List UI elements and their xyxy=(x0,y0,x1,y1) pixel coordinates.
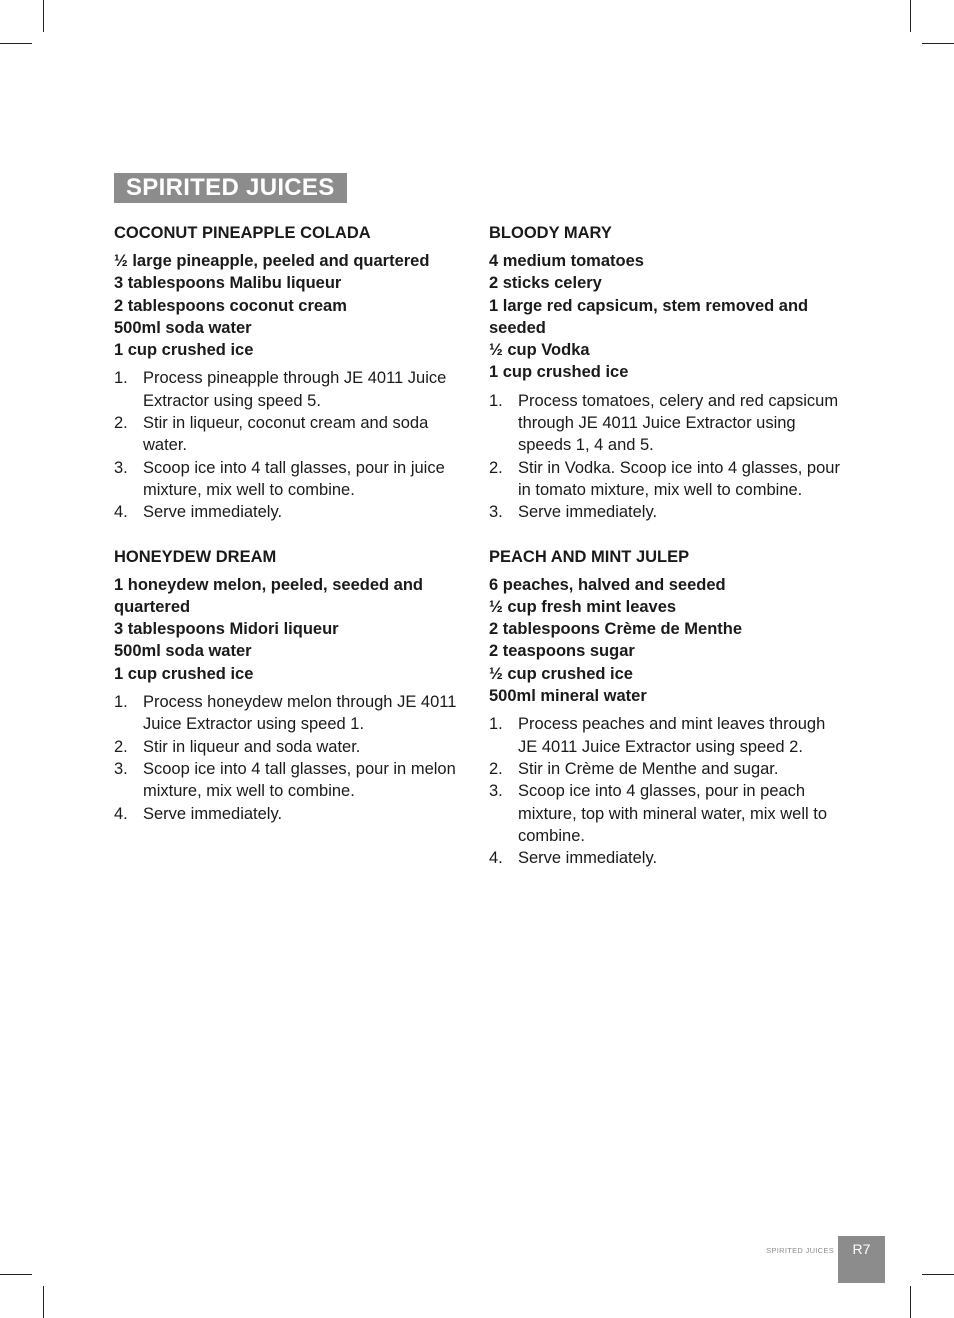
ingredient: 2 tablespoons Crème de Menthe xyxy=(489,620,743,639)
ingredient-list xyxy=(489,250,841,384)
crop-mark-bottom-right-horizontal xyxy=(922,1274,954,1275)
step-text: Scoop ice into 4 tall glasses, pour in melon mixture, mix well to combine. xyxy=(143,759,456,801)
step-number: 3. xyxy=(489,503,503,522)
ingredient: 4 medium tomatoes xyxy=(489,252,644,270)
ingredient: 500ml soda water xyxy=(114,642,252,661)
ingredient-list xyxy=(114,574,466,685)
recipe-coconut-pineapple-colada xyxy=(114,222,466,524)
step-text: Scoop ice into 4 tall glasses, pour in juice mixture, mix well to combine. xyxy=(143,458,445,499)
step xyxy=(114,501,466,523)
step-number: 1. xyxy=(114,693,128,712)
ingredient-list xyxy=(114,250,466,361)
step-list xyxy=(114,367,466,523)
step-number: 1. xyxy=(114,369,128,388)
left-column xyxy=(114,222,466,847)
step-text: Stir in Vodka. Scoop ice into 4 glasses, pour in tomato mixture, mix well to combine. xyxy=(518,458,840,499)
step xyxy=(114,412,466,457)
step-number: 2. xyxy=(114,414,128,433)
ingredient: 1 honeydew melon, peeled, seeded and quartered xyxy=(114,575,424,616)
step-list xyxy=(489,390,841,524)
ingredient: 500ml mineral water xyxy=(489,687,647,706)
recipe-title: BLOODY MARY xyxy=(489,224,612,242)
ingredient: 1 cup crushed ice xyxy=(489,363,629,382)
step xyxy=(489,390,841,457)
ingredient-list xyxy=(489,574,841,708)
step-number: 3. xyxy=(489,782,503,801)
recipe-title: HONEYDEW DREAM xyxy=(114,547,277,566)
ingredient: ½ cup crushed ice xyxy=(489,664,633,683)
step-text: Stir in Crème de Menthe and sugar. xyxy=(518,759,779,778)
ingredient: 3 tablespoons Midori liqueur xyxy=(114,620,339,639)
step xyxy=(114,803,466,825)
step-list xyxy=(489,713,841,869)
ingredient: ½ large pineapple, peeled and quartered xyxy=(114,252,430,270)
step-number: 3. xyxy=(114,759,128,778)
step-text: Serve immediately. xyxy=(518,503,658,522)
step-text: Serve immediately. xyxy=(143,503,283,522)
step-number: 2. xyxy=(489,458,503,477)
crop-mark-top-right-horizontal xyxy=(922,43,954,44)
crop-mark-bottom-right-vertical xyxy=(910,1286,911,1318)
recipe-honeydew-dream xyxy=(114,546,466,825)
ingredient: 1 cup crushed ice xyxy=(114,664,254,683)
ingredient: 2 sticks celery xyxy=(489,274,602,293)
recipe-bloody-mary xyxy=(489,222,841,524)
step xyxy=(489,758,841,780)
step xyxy=(489,847,841,869)
step xyxy=(114,691,466,736)
step-number: 1. xyxy=(489,391,503,410)
step-number: 3. xyxy=(114,458,128,477)
step-text: Stir in liqueur, coconut cream and soda water. xyxy=(143,414,429,455)
step xyxy=(114,736,466,758)
crop-mark-top-right-vertical xyxy=(910,0,911,32)
ingredient: 3 tablespoons Malibu liqueur xyxy=(114,274,342,293)
right-column xyxy=(489,222,841,891)
step-number: 2. xyxy=(489,759,503,778)
step-text: Scoop ice into 4 glasses, pour in peach mixture, top with mineral water, mix well to combine. xyxy=(518,782,828,845)
step xyxy=(489,780,841,847)
ingredient: ½ cup Vodka xyxy=(489,341,590,360)
recipe-title: PEACH AND MINT JULEP xyxy=(489,547,690,566)
step-number: 4. xyxy=(114,804,128,823)
step xyxy=(114,758,466,803)
step xyxy=(114,367,466,412)
step-text: Process tomatoes, celery and red capsicum through JE 4011 Juice Extractor using speeds 1, 4 and 5. xyxy=(518,391,839,455)
step-text: Process peaches and mint leaves through JE 4011 Juice Extractor using speed 2. xyxy=(518,715,826,756)
section-title: SPIRITED JUICES xyxy=(114,173,347,203)
ingredient: 2 tablespoons coconut cream xyxy=(114,296,347,315)
step-text: Serve immediately. xyxy=(518,849,658,868)
ingredient: 1 large red capsicum, stem removed and seeded xyxy=(489,296,809,337)
crop-mark-bottom-left-horizontal xyxy=(0,1274,32,1275)
recipe-peach-and-mint-julep xyxy=(489,546,841,870)
crop-mark-top-left-vertical xyxy=(43,0,44,32)
crop-mark-top-left-horizontal xyxy=(0,43,32,44)
step-number: 4. xyxy=(114,503,128,522)
ingredient: 1 cup crushed ice xyxy=(114,341,254,360)
step xyxy=(489,457,841,502)
step-number: 4. xyxy=(489,849,503,868)
step-text: Serve immediately. xyxy=(143,804,283,823)
step-text: Process pineapple through JE 4011 Juice Extractor using speed 5. xyxy=(143,369,447,410)
step xyxy=(489,501,841,523)
footer-section-label: SPIRITED JUICES xyxy=(766,1246,834,1255)
ingredient: 2 teaspoons sugar xyxy=(489,642,635,661)
step-number: 1. xyxy=(489,715,503,734)
ingredient: ½ cup fresh mint leaves xyxy=(489,597,677,616)
step xyxy=(489,713,841,758)
step-text: Process honeydew melon through JE 4011 Juice Extractor using speed 1. xyxy=(143,693,457,734)
crop-mark-bottom-left-vertical xyxy=(43,1286,44,1318)
step-text: Stir in liqueur and soda water. xyxy=(143,737,361,756)
ingredient: 500ml soda water xyxy=(114,318,252,337)
step xyxy=(114,457,466,502)
recipe-title: COCONUT PINEAPPLE COLADA xyxy=(114,224,371,242)
step-list xyxy=(114,691,466,825)
page-number-badge: R7 xyxy=(838,1236,885,1283)
step-number: 2. xyxy=(114,737,128,756)
ingredient: 6 peaches, halved and seeded xyxy=(489,575,726,594)
